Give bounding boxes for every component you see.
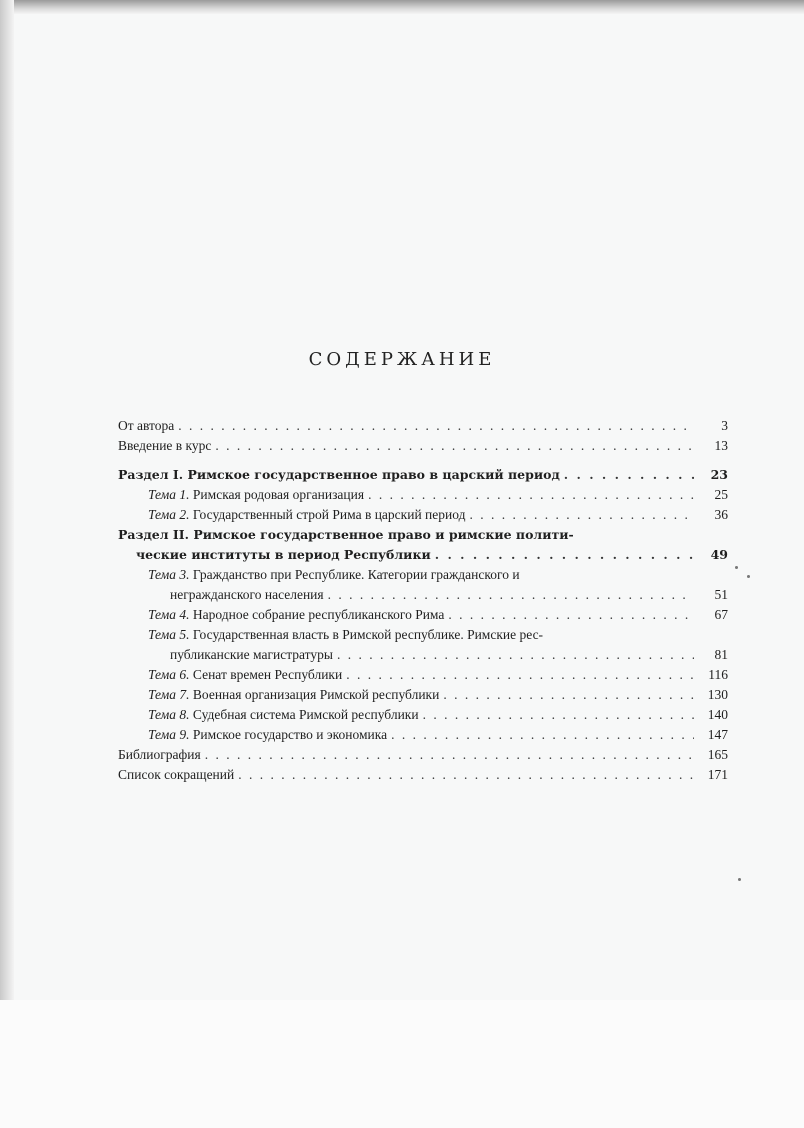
toc-theme-5-line1[interactable]: Тема 5. Государственная власть в Римской республике. Римские рес-: [148, 627, 544, 642]
leader-dots: [391, 725, 694, 745]
scan-left-shadow: [0, 0, 14, 1000]
toc-section-2[interactable]: ческие институты в период Республики . . . 49: [118, 545, 728, 565]
toc-entry-abbreviations[interactable]: Список сокращений . . . 171: [118, 765, 728, 785]
toc-theme-7[interactable]: Тема 7. Военная организация Римской республики . . . 130: [118, 685, 728, 705]
toc-section-2-line1[interactable]: Раздел II. Римское государственное право и римские полити-: [118, 527, 574, 542]
leader-dots: [435, 545, 694, 565]
leader-dots: [328, 585, 694, 605]
toc-theme-1[interactable]: Тема 1. Римская родовая организация . . . 25: [118, 485, 728, 505]
toc-theme-4[interactable]: Тема 4. Народное собрание республиканского Рима . . . 67: [118, 605, 728, 625]
scan-top-edge: [0, 0, 804, 14]
toc-theme-6[interactable]: Тема 6. Сенат времен Республики . . . 116: [118, 665, 728, 685]
toc-entry-intro[interactable]: Введение в курс . . . 13: [118, 436, 728, 456]
leader-dots: [469, 505, 694, 525]
scan-speck: [738, 878, 741, 881]
leader-dots: [423, 705, 694, 725]
scan-speck: [747, 575, 750, 578]
leader-dots: [215, 436, 694, 456]
scan-speck: [735, 566, 738, 569]
table-of-contents: [118, 416, 728, 785]
leader-dots: [178, 416, 694, 436]
toc-theme-3[interactable]: негражданского населения . . . 51: [118, 585, 728, 605]
toc-entry-bibliography[interactable]: Библиография . . . 165: [118, 745, 728, 765]
toc-theme-8[interactable]: Тема 8. Судебная система Римской республики . . . 140: [118, 705, 728, 725]
toc-theme-9[interactable]: Тема 9. Римское государство и экономика . . . 147: [118, 725, 728, 745]
leader-dots: [346, 665, 694, 685]
toc-theme-3-line1[interactable]: Тема 3. Гражданство при Республике. Категории гражданского и: [148, 567, 520, 582]
toc-entry-author[interactable]: От автора . . . 3: [118, 416, 728, 436]
leader-dots: [238, 765, 694, 785]
toc-theme-2[interactable]: Тема 2. Государственный строй Рима в царский период . . . 36: [118, 505, 728, 525]
leader-dots: [564, 465, 694, 485]
toc-theme-5[interactable]: публиканские магистратуры . . . 81: [118, 645, 728, 665]
scan-bottom-margin: [0, 1000, 804, 1128]
leader-dots: [448, 605, 694, 625]
leader-dots: [205, 745, 694, 765]
leader-dots: [443, 685, 694, 705]
leader-dots: [337, 645, 694, 665]
leader-dots: [368, 485, 694, 505]
page-title: СОДЕРЖАНИЕ: [308, 349, 496, 370]
toc-section-1[interactable]: Раздел I. Римское государственное право в царский период . . . 23: [118, 465, 728, 485]
